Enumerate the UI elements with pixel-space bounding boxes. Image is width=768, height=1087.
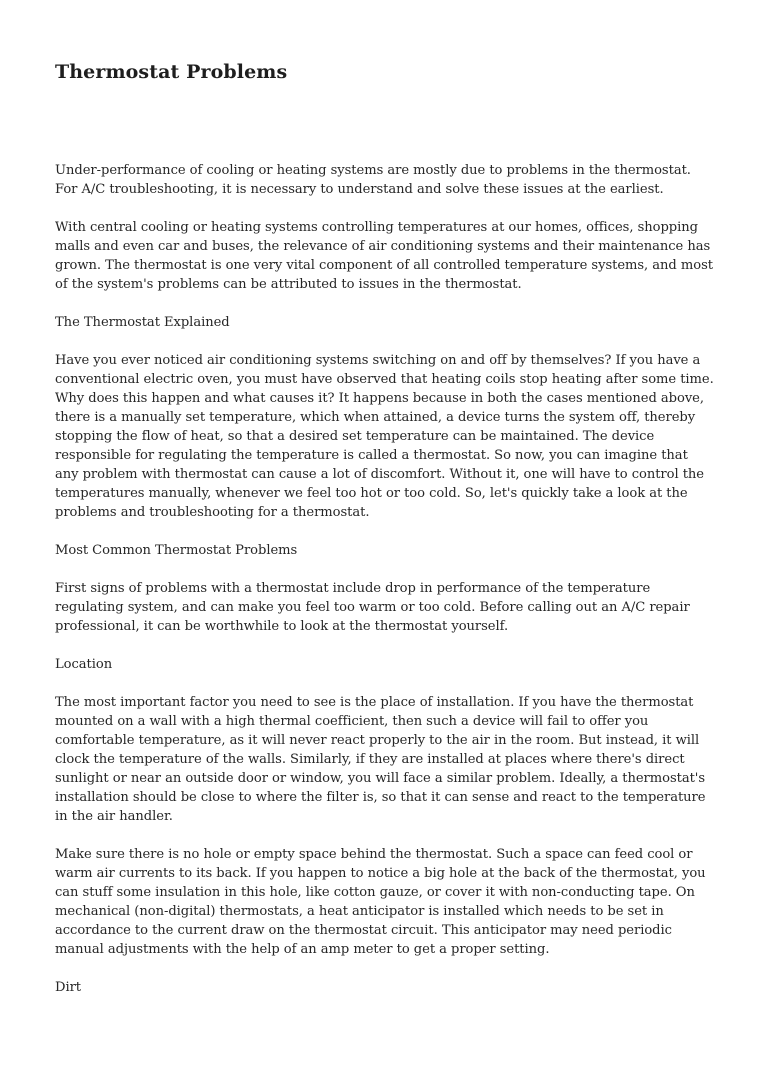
page-title: Thermostat Problems — [55, 61, 288, 83]
paragraph-relevance: With central cooling or heating systems controlling temperatures at our homes, offices, shopping malls and even car and buses, the relevance of air conditioning systems and their maintenance has grown. The thermostat is one very vital component of all controlled temperature systems, and most of the system's problems can be attributed to issues in the thermostat. — [55, 220, 713, 292]
paragraph-first-signs: First signs of problems with a thermostat include drop in performance of the temperature regulating system, and can make you feel too warm or too cold. Before calling out an A/C repair professional, it can be worthwhile to look at the thermostat yourself. — [55, 581, 690, 634]
section-heading-location: Location — [55, 657, 113, 672]
paragraph-installation: The most important factor you need to see is the place of installation. If you have the thermostat mounted on a wall with a high thermal coefficient, then such a device will fail to offer you comfortable temperature, as it will never react properly to the air in the room. But instead, it will clock the temperature of the walls. Similarly, if they are installed at places where there's direct sunlight or near an outside door or window, you will face a similar problem. Ideally, a thermostat's installation should be close to where the filter is, so that it can sense and react to the temperature in the air handler. — [55, 695, 706, 824]
section-heading-thermostat-explained: The Thermostat Explained — [55, 315, 230, 330]
paragraph-intro: Under-performance of cooling or heating systems are mostly due to problems in the thermostat. For A/C troubleshooting, it is necessary to understand and solve these issues at the earliest. — [55, 163, 691, 197]
document-body — [55, 161, 715, 1016]
paragraph-hole-behind: Make sure there is no hole or empty space behind the thermostat. Such a space can feed cool or warm air currents to its back. If you happen to notice a big hole at the back of the thermostat, you can stuff some insulation in this hole, like cotton gauze, or cover it with non-conducting tape. On mechanical (non-digital) thermostats, a heat anticipator is installed which needs to be set in accordance to the current draw on the thermostat circuit. This anticipator may need periodic manual adjustments with the help of an amp meter to get a proper setting. — [55, 847, 706, 957]
paragraph-explanation: Have you ever noticed air conditioning systems switching on and off by themselves? If you have a conventional electric oven, you must have observed that heating coils stop heating after some time. Why does this happen and what causes it? It happens because in both the cases mentioned above, there is a manually set temperature, which when attained, a device turns the system off, thereby stopping the flow of heat, so that a desired set temperature can be maintained. The device responsible for regulating the temperature is called a thermostat. So now, you can imagine that any problem with thermostat can cause a lot of discomfort. Without it, one will have to control the temperatures manually, whenever we feel too hot or too cold. So, let's quickly take a look at the problems and troubleshooting for a thermostat. — [55, 353, 714, 520]
section-heading-common-problems: Most Common Thermostat Problems — [55, 543, 298, 558]
section-heading-dirt: Dirt — [55, 980, 82, 995]
